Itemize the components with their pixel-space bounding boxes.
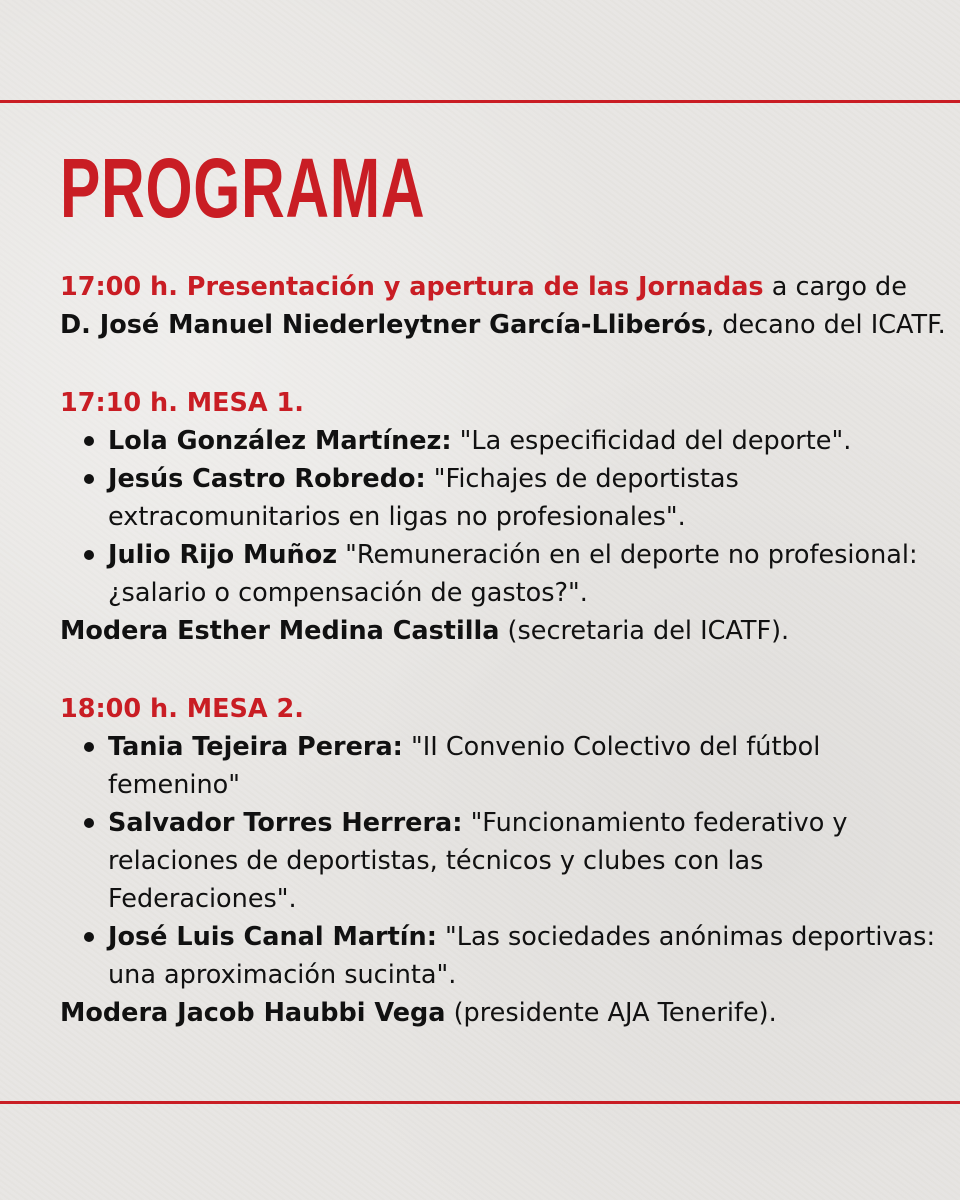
list-item: [60, 728, 960, 804]
talk-title-continued: femenino": [108, 770, 240, 800]
speaker-name: Tania Tejeira Perera:: [108, 732, 403, 762]
speaker-name: Julio Rijo Muñoz: [108, 540, 338, 570]
opening-speaker-role: , decano del ICATF.: [706, 310, 946, 340]
bullet-icon: [84, 932, 94, 942]
list-item: [60, 422, 960, 460]
speaker-name: Jesús Castro Robredo:: [108, 464, 426, 494]
mesa2-list: [60, 728, 960, 994]
talk-title-continued: Federaciones".: [108, 884, 297, 914]
bottom-divider: [0, 1101, 960, 1104]
opening-text: a cargo de: [763, 272, 907, 302]
talk-title-continued: extracomunitarios en ligas no profesionales".: [108, 502, 686, 532]
opening-speaker: D. José Manuel Niederleytner García-Lliberós: [60, 310, 707, 340]
talk-title: "II Convenio Colectivo del fútbol: [402, 732, 821, 762]
talk-title: "La especificidad del deporte".: [451, 426, 852, 456]
bullet-icon: [84, 742, 94, 752]
talk-title-continued: relaciones de deportistas, técnicos y clubes con las: [108, 846, 764, 876]
talk-title: "Las sociedades anónimas deportivas:: [436, 922, 936, 952]
top-divider: [0, 100, 960, 103]
opening-line-2: [60, 306, 960, 344]
program-content: [60, 268, 960, 1032]
mesa2-heading: 18:00 h. MESA 2.: [60, 694, 304, 724]
moderator-label: Modera Jacob Haubbi Vega: [60, 998, 446, 1028]
talk-title: "Remuneración en el deporte no profesional:: [337, 540, 918, 570]
speaker-name: José Luis Canal Martín:: [108, 922, 437, 952]
opening-line-1: [60, 268, 960, 306]
bullet-icon: [84, 436, 94, 446]
opening-time-title: 17:00 h. Presentación y apertura de las Jornadas: [60, 272, 764, 302]
list-item: [60, 536, 960, 612]
moderator-role: (presidente AJA Tenerife).: [445, 998, 777, 1028]
talk-title-continued: ¿salario o compensación de gastos?".: [108, 578, 588, 608]
moderator-role: (secretaria del ICATF).: [499, 616, 790, 646]
list-item: [60, 804, 960, 918]
talk-title: "Fichajes de deportistas: [425, 464, 739, 494]
mesa1-heading: 17:10 h. MESA 1.: [60, 388, 304, 418]
mesa2-moderator: [60, 994, 960, 1032]
speaker-name: Lola González Martínez:: [108, 426, 452, 456]
moderator-label: Modera Esther Medina Castilla: [60, 616, 500, 646]
bullet-icon: [84, 818, 94, 828]
talk-title-continued: una aproximación sucinta".: [108, 960, 457, 990]
talk-title: "Funcionamiento federativo y: [462, 808, 848, 838]
list-item: [60, 460, 960, 536]
page-title: PROGRAMA: [60, 141, 426, 235]
list-item: [60, 918, 960, 994]
mesa1-moderator: [60, 612, 960, 650]
bullet-icon: [84, 474, 94, 484]
speaker-name: Salvador Torres Herrera:: [108, 808, 463, 838]
bullet-icon: [84, 550, 94, 560]
mesa1-list: [60, 422, 960, 612]
